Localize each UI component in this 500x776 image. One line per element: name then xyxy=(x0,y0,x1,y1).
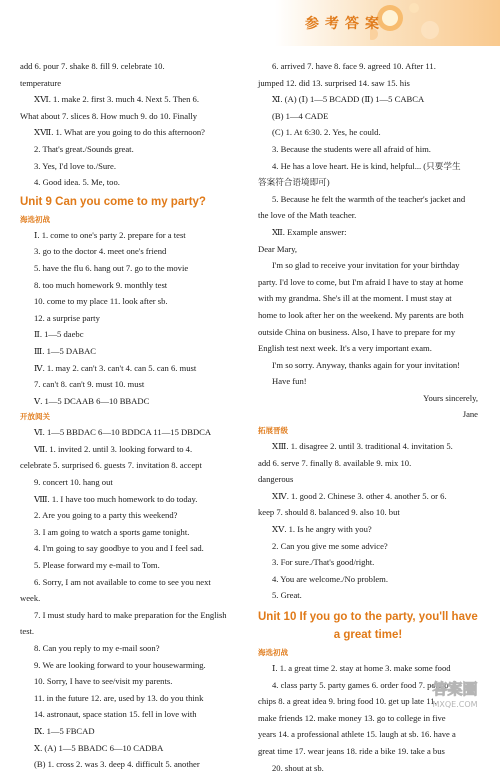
text-line: outside China on business. Also, I have to prepare for my xyxy=(258,326,456,337)
text-line: (B) 1. cross 2. was 3. deep 4. difficult 5. another xyxy=(34,759,200,770)
section-tag: 拓展晋级 xyxy=(258,426,288,436)
text-line: Ⅱ. 1—5 daebc xyxy=(34,329,84,340)
text-line: Ⅷ. 1. I have too much homework to do today. xyxy=(34,493,198,504)
text-line: ⅩⅢ. 1. disagree 2. until 3. traditional 4. invitation 5. xyxy=(272,441,453,452)
text-line: Ⅰ. 1. come to one's party 2. prepare for a test xyxy=(34,229,186,240)
text-line: 9. We are looking forward to your housewarming. xyxy=(34,659,206,670)
right-column xyxy=(258,58,478,776)
section-tag: 海选初战 xyxy=(258,648,288,657)
text-line: English test next week. It's a very important exam. xyxy=(258,343,432,354)
text-line: 9. concert 10. hang out xyxy=(34,477,113,488)
decorative-circles-icon xyxy=(370,0,500,46)
text-line: I'm so glad to receive your invitation for your birthday xyxy=(272,260,460,271)
text-line: Yours sincerely, xyxy=(423,392,478,403)
text-line: jumped 12. did 13. surprised 14. saw 15. his xyxy=(258,77,410,88)
text-line: 10. Sorry, I have to see/visit my parents. xyxy=(34,676,173,687)
unit-9-title: Unit 9 Can you come to my party? xyxy=(20,195,206,208)
text-line: 8. Can you reply to my e-mail soon? xyxy=(34,643,160,653)
text-line: ⅩⅦ. 1. What are you going to do this afternoon? xyxy=(34,127,205,138)
text-line: 7. can't 8. can't 9. must 10. must xyxy=(34,379,145,390)
text-line: dangerous xyxy=(258,474,294,485)
text-line: 3. Because the students were all afraid of him. xyxy=(272,143,431,154)
text-line: 4. He has a love heart. He is kind, helpful... (只要学生 xyxy=(272,160,461,171)
text-line: (C) 1. At 6:30. 2. Yes, he could. xyxy=(272,127,381,138)
unit-10-title-line-2: a great time! xyxy=(333,629,403,641)
left-pre-section xyxy=(20,58,250,191)
text-line: 5. Great. xyxy=(272,590,302,601)
page-header-title: 参考答案 xyxy=(305,16,385,32)
text-line: Ⅶ. 1. invited 2. until 3. looking forward to 4. xyxy=(34,443,193,454)
text-line: 4. class party 5. party games 6. order food 7. potato xyxy=(272,679,449,690)
text-line: 5. have the flu 6. hang out 7. go to the movie xyxy=(34,262,189,273)
text-line: 4. I'm going to say goodbye to you and I feel sad. xyxy=(34,543,204,554)
text-line: 2. Can you give me some advice? xyxy=(272,540,388,551)
text-line: 2. Are you going to a party this weekend? xyxy=(34,510,178,521)
text-line: great time 17. wear jeans 18. ride a bike 19. take a bus xyxy=(258,745,445,756)
text-line: 3. Yes, I'd love to./Sure. xyxy=(34,160,116,171)
text-line: the love of the Math teacher. xyxy=(258,210,357,221)
text-line: 5. Because he felt the warmth of the teacher's jacket and xyxy=(272,193,466,204)
text-line: ⅩⅥ. 1. make 2. first 3. much 4. Next 5. Then 6. xyxy=(34,94,199,105)
text-line: 6. arrived 7. have 8. face 9. agreed 10. After 11. xyxy=(272,61,436,71)
right-section-1 xyxy=(258,58,478,423)
left-section-2 xyxy=(20,424,250,772)
text-line: Ⅻ. Example answer: xyxy=(272,226,347,237)
text-line: Ⅵ. 1—5 BBDAC 6—10 BDDCA 11—15 DBDCA xyxy=(34,427,212,438)
text-line: keep 7. should 8. balanced 9. also 10. but xyxy=(258,507,400,518)
text-line: Ⅳ. 1. may 2. can't 3. can't 4. can 5. can 6. must xyxy=(34,362,197,373)
watermark-logo-icon xyxy=(418,676,492,712)
text-line: party. I'd love to come, but I'm afraid I have to stay at home xyxy=(258,276,464,287)
text-line: Ⅸ. 1—5 FBCAD xyxy=(34,725,95,736)
text-line: Ⅺ. (A) (Ⅰ) 1—5 BCADD (Ⅱ) 1—5 CABCA xyxy=(272,94,425,105)
text-line: 答案符合语境即可) xyxy=(258,177,330,188)
text-line: 6. Sorry, I am not available to come to see you next xyxy=(34,576,211,587)
left-column xyxy=(20,58,250,773)
section-tag: 开放阅关 xyxy=(20,412,50,422)
text-line: 10. come to my place 11. look after sb. xyxy=(34,296,168,307)
text-line: Dear Mary, xyxy=(258,243,298,254)
text-line: 4. You are welcome./No problem. xyxy=(272,573,388,584)
right-section-2 xyxy=(258,438,478,604)
text-line: 20. shout at sb. xyxy=(272,762,324,773)
text-line: 12. a surprise party xyxy=(34,312,100,323)
text-line: Jane xyxy=(462,409,478,420)
text-line: (B) 1—4 CADE xyxy=(272,110,329,121)
left-section-1 xyxy=(20,227,250,410)
text-line: 14. astronaut, space station 15. fell in love with xyxy=(34,709,197,720)
text-line: add 6. serve 7. finally 8. available 9. mix 10. xyxy=(258,457,412,468)
text-line: 3. For sure./That's good/right. xyxy=(272,557,375,568)
text-line: Ⅴ. 1—5 DCAAB 6—10 BBADC xyxy=(34,395,150,406)
text-line: with my grandma. She's ill at the moment. I must stay at xyxy=(258,293,452,304)
text-line: ⅩⅣ. 1. good 2. Chinese 3. other 4. another 5. or 6. xyxy=(272,490,447,501)
text-line: make friends 12. make money 13. go to college in five xyxy=(258,712,446,723)
text-line: 3. go to the doctor 4. meet one's friend xyxy=(34,246,167,257)
text-line: 5. Please forward my e-mail to Tom. xyxy=(34,560,160,571)
text-line: What about 7. slices 8. How much 9. do 10. Finally xyxy=(20,110,198,121)
text-line: 8. too much homework 9. monthly test xyxy=(34,279,168,290)
text-line: 11. in the future 12. are, used by 13. do you think xyxy=(34,692,204,703)
text-line: Ⅲ. 1—5 DABAC xyxy=(34,345,97,356)
text-line: ⅩⅤ. 1. Is he angry with you? xyxy=(272,524,372,535)
text-line: add 6. pour 7. shake 8. fill 9. celebrate 10. xyxy=(20,61,165,71)
svg-text:MXQE.COM: MXQE.COM xyxy=(432,700,478,709)
text-line: home to look after her on the weekend. My parents are both xyxy=(258,309,464,320)
svg-text:答案圈: 答案圈 xyxy=(432,680,478,698)
text-line: 2. That's great./Sounds great. xyxy=(34,143,134,154)
text-line: Have fun! xyxy=(272,376,307,387)
unit-10-title xyxy=(258,608,478,644)
text-line: celebrate 5. surprised 6. guests 7. invitation 8. accept xyxy=(20,460,202,471)
text-line: test. xyxy=(20,626,35,637)
text-line: Ⅰ. 1. a great time 2. stay at home 3. make some food xyxy=(272,663,451,673)
section-tag: 海选初战 xyxy=(20,214,50,224)
text-line: 4. Good idea. 5. Me, too. xyxy=(34,177,120,188)
text-line: temperature xyxy=(20,77,62,88)
text-line: 7. I must study hard to make preparation for the English xyxy=(34,609,227,620)
text-line: I'm so sorry. Anyway, thanks again for your invitation! xyxy=(272,359,461,370)
text-line: Ⅹ. (A) 1—5 BBADC 6—10 CADBA xyxy=(34,742,164,753)
unit-10-title-line-1: Unit 10 If you go to the party, you'll have xyxy=(258,611,478,623)
text-line: chips 8. a great idea 9. bring food 10. get up late 11. xyxy=(258,696,437,707)
text-line: 3. I am going to watch a sports game tonight. xyxy=(34,526,190,537)
text-line: week. xyxy=(20,593,41,604)
text-line: years 14. a professional athlete 15. laugh at sb. 16. have a xyxy=(258,729,456,740)
